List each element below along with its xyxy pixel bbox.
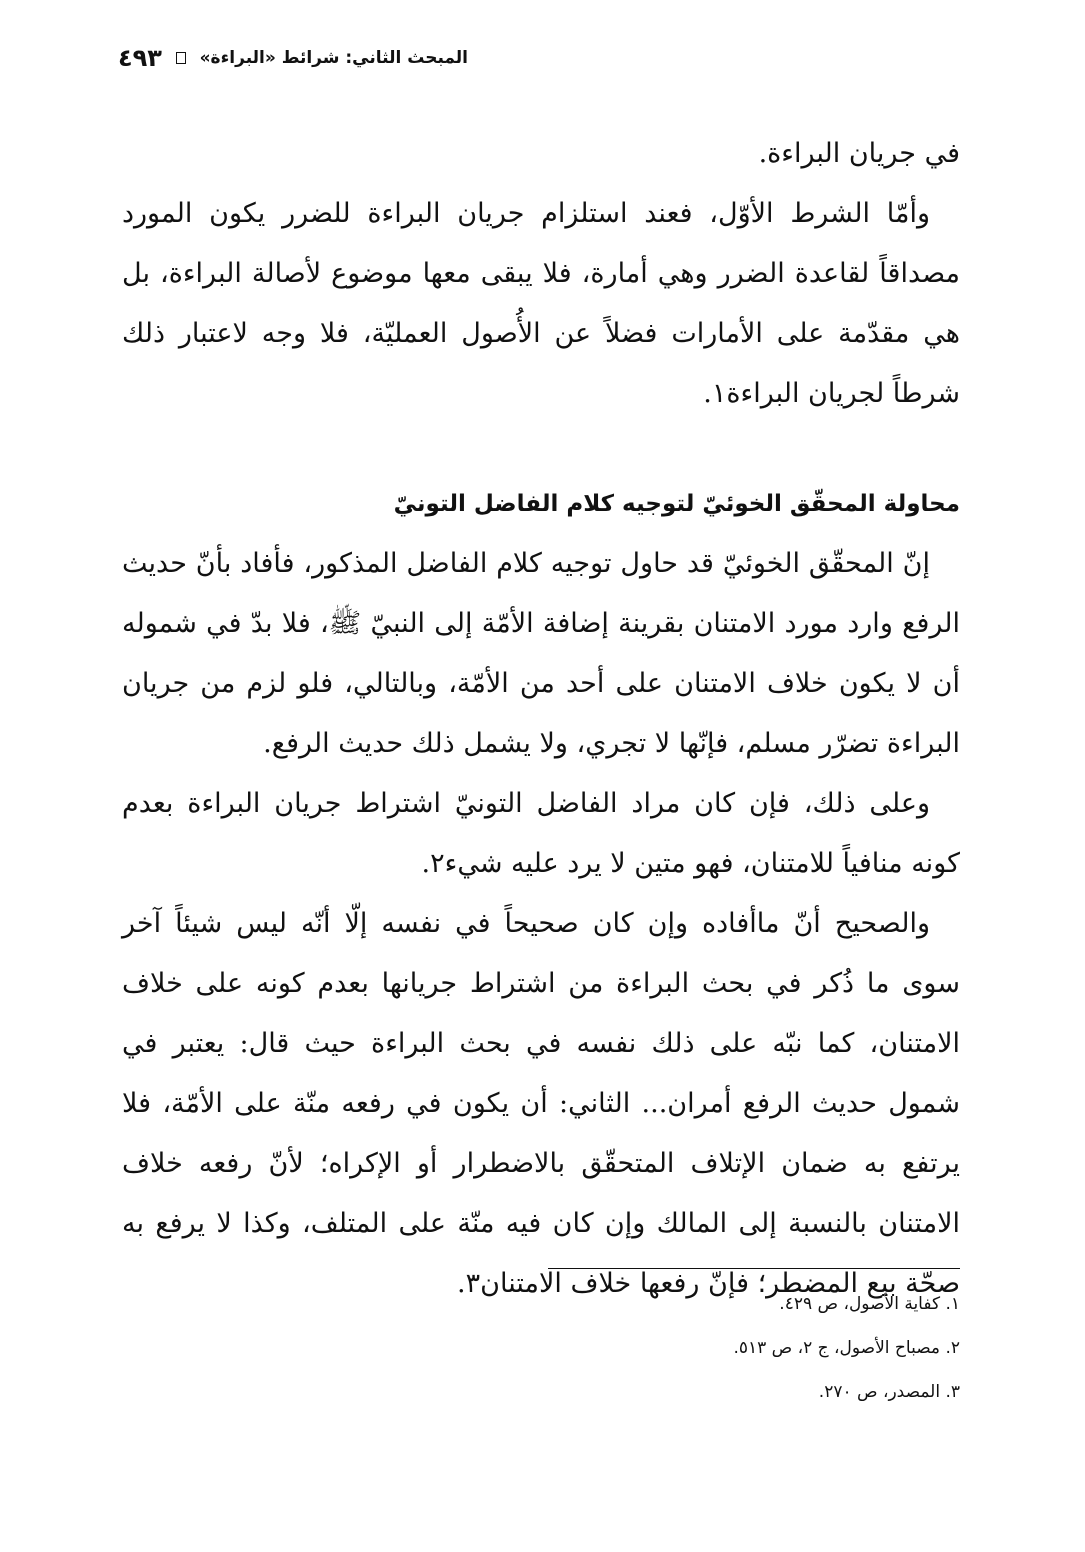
header-separator-square-icon (176, 52, 186, 64)
footnote-2: ٢. مصباح الأصول، ج ٢، ص ٥١٣. (733, 1338, 960, 1358)
paragraph: وعلى ذلك، فإن كان مراد الفاضل التونيّ اشتراط جريان البراءة بعدم كونه منافياً للامتنان، فهو متين لا يرد عليه شيء٢. (122, 788, 960, 879)
paragraph: والصحيح أنّ ماأفاده وإن كان صحيحاً في نفسه إلّا أنّه ليس شيئاً آخر سوى ما ذُكر في بحث البراءة من اشتراط جريانها بعدم كونه على خلاف الامتنان، كما نبّه على ذلك نفسه في بحث البراءة حيث قال: يعتبر في شمول حديث الرفع أمران... الثاني: أن يكون في رفعه منّة على الأمّة، فلا يرتفع به ضمان الإتلاف المتحقّق بالاضطرار أو الإكراه؛ لأنّ رفعه خلاف الامتنان بالنسبة إلى المالك وإن كان فيه منّة على المتلف، وكذا لا يرفع به صحّة بيع المضطر؛ فإنّ رفعها خلاف الامتنان٣. (122, 908, 960, 1299)
paragraph-continuation: في جريان البراءة. (758, 138, 960, 169)
paragraph: إنّ المحقّق الخوئيّ قد حاول توجيه كلام الفاضل المذكور، فأفاد بأنّ حديث الرفع وارد مورد الامتنان بقرينة إضافة الأمّة إلى النبيّ ﷺ، فلا بدّ في شموله أن لا يكون خلاف الامتنان على أحد من الأمّة، وبالتالي، فلو لزم من جريان البراءة تضرّر مسلم، فإنّها لا تجري، ولا يشمل ذلك حديث الرفع. (122, 548, 960, 759)
section-heading: محاولة المحقّق الخوئيّ لتوجيه كلام الفاضل التونيّ (393, 491, 960, 517)
running-header (118, 38, 468, 78)
main-text (122, 124, 960, 1314)
footnote-1: ١. كفاية الأصول، ص ٤٢٩. (779, 1294, 960, 1314)
footnote-3: ٣. المصدر، ص ٢٧٠. (818, 1382, 960, 1402)
footnote-divider (548, 1268, 960, 1269)
paragraph: وأمّا الشرط الأوّل، فعند استلزام جريان البراءة للضرر يكون المورد مصداقاً لقاعدة الضرر وهي أمارة، فلا يبقى معها موضوع لأصالة البراءة، بل هي مقدّمة على الأمارات فضلاً عن الأُصول العمليّة، فلا وجه لاعتبار ذلك شرطاً لجريان البراءة١. (122, 198, 960, 409)
header-title: المبحث الثاني: شرائط «البراءة» (199, 48, 468, 68)
footnotes (560, 1282, 960, 1414)
page-number: ٤٩٣ (118, 44, 162, 72)
